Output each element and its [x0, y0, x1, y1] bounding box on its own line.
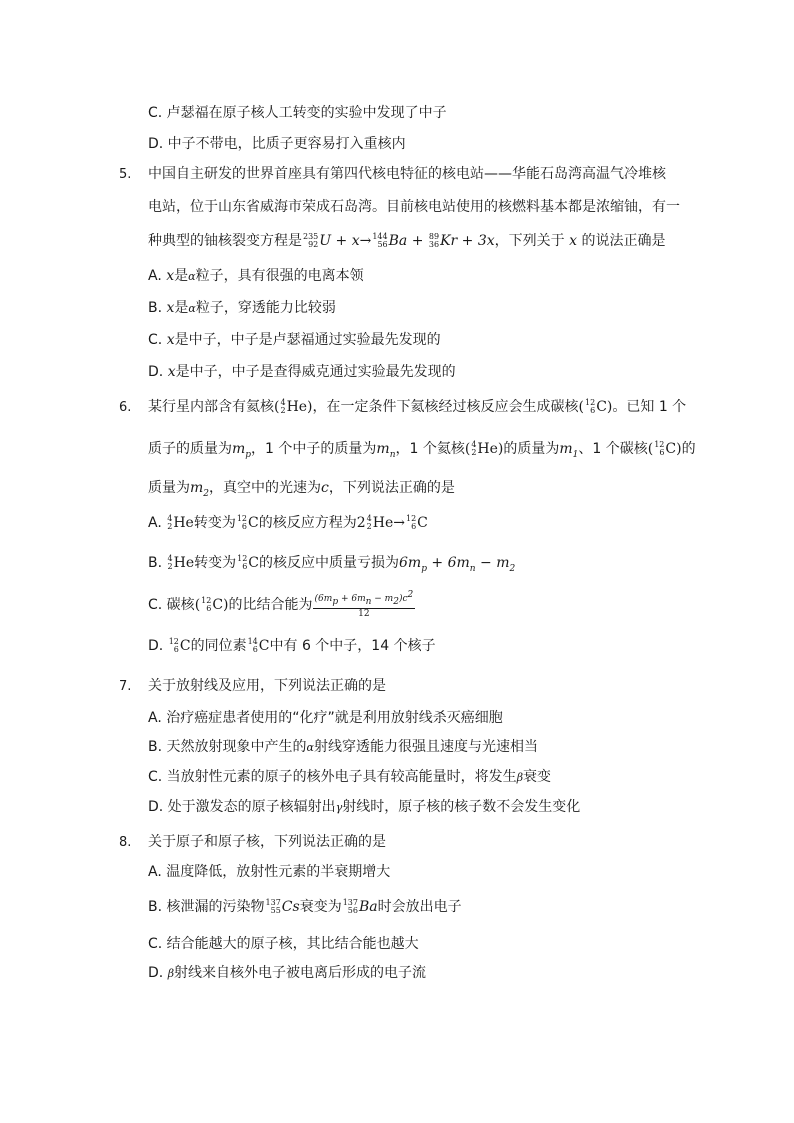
q6-stem-line1: [148, 397, 686, 417]
var-x: x: [167, 364, 176, 380]
carbon-mass: $m_2$: [190, 480, 210, 499]
var-x: x: [166, 300, 175, 316]
binding-energy-fraction: $\frac{(6m_p + 6m_n - m_2)c^2}{12}$: [314, 590, 414, 619]
option-text: 的比结合能为: [228, 596, 313, 613]
q5-stem-text2: ，下列关于: [494, 233, 565, 249]
carbon-symbol: 12 6 C: [168, 637, 191, 654]
q6-text: 的质量为: [503, 441, 560, 457]
reaction-equation: 2 4 2 He→ 12 6 C: [356, 514, 428, 531]
cesium-symbol: 137 55 Cs: [265, 898, 300, 915]
option-text: B. 天然放射现象中产生的: [148, 739, 307, 755]
q5-stem-text: 种典型的铀核裂变方程是: [148, 233, 302, 249]
helium-mass: $m_1$: [559, 441, 579, 460]
beta-symbol: β: [516, 771, 524, 784]
q5-stem-line3: [148, 231, 665, 251]
q6-text: 质量为: [148, 480, 190, 496]
q6-text: ，在一定条件下氦核经过核反应会生成碳核: [312, 399, 579, 415]
carbon-nucleus: ( 12 6 C): [578, 398, 613, 415]
option-label: C.: [148, 332, 167, 348]
alpha-symbol: α: [188, 302, 196, 315]
alpha-symbol: α: [188, 270, 196, 283]
option-text: 的核反应中质量亏损为: [259, 555, 400, 571]
carbon-symbol: 12 6 C: [236, 514, 259, 531]
q5-option-c: [148, 330, 441, 350]
helium-symbol: 4 2 He: [167, 514, 194, 531]
q8-option-c: C. 结合能越大的原子核，其比结合能也越大: [148, 936, 419, 952]
alpha-symbol: α: [306, 741, 314, 754]
fission-equation: 235 92 U + x→ 144 56 Ba + 89 36 Kr + 3x: [303, 232, 495, 249]
q6-text: 、1 个碳核: [578, 441, 648, 457]
option-text: 粒子，具有很强的电离本领: [195, 268, 364, 284]
q6-stem-line3: [148, 478, 455, 504]
q5-option-d: [148, 362, 456, 382]
q6-text: ，1 个中子的质量为: [251, 441, 377, 457]
q8-number: 8.: [119, 835, 132, 850]
option-label: C. 碳核: [148, 596, 195, 613]
carbon-nucleus: ( 12 6 C): [647, 440, 682, 457]
option-label: D.: [148, 364, 168, 380]
q7-option-d: [148, 797, 580, 818]
neutron-mass: $m_n$: [376, 441, 396, 460]
q4-option-c: C. 卢瑟福在原子核人工转变的实验中发现了中子: [148, 105, 447, 121]
mass-defect-expr: $6m_p + 6m_n - m_2$: [399, 555, 516, 574]
q6-number: 6.: [119, 400, 132, 415]
option-label: B.: [148, 300, 167, 316]
option-text: 转变为: [193, 515, 236, 531]
option-label: D.: [148, 638, 168, 654]
option-text: 是中子，中子是查得威克通过实验最先发现的: [175, 364, 456, 380]
helium-nucleus: ( 4 2 He): [274, 398, 313, 415]
q5-option-b: [148, 298, 336, 319]
option-text: C. 当放射性元素的原子的核外电子具有较高能量时，将发生: [148, 769, 517, 785]
q5-stem-line1: 中国自主研发的世界首座具有第四代核电特征的核电站——华能石岛湾高温气冷堆核: [148, 166, 666, 182]
q6-text: 。已知 1 个: [612, 399, 687, 415]
helium-symbol: 4 2 He: [167, 554, 195, 571]
option-text: 时会放出电子: [377, 899, 462, 915]
option-text: 的同位素: [190, 638, 247, 654]
q6-option-c: [148, 590, 415, 620]
option-text: 粒子，穿透能力比较弱: [195, 300, 336, 316]
carbon-nucleus: ( 12 6 C): [194, 595, 229, 613]
carbon-symbol: 12 6 C: [237, 554, 260, 571]
q8-option-b: [148, 897, 462, 917]
q6-text: 某行星内部含有氦核: [148, 399, 274, 415]
q8-option-d: [148, 963, 426, 984]
light-speed: c: [321, 480, 329, 496]
option-label: A.: [148, 515, 167, 531]
q8-option-a: A. 温度降低，放射性元素的半衰期增大: [148, 864, 391, 880]
option-text: 中有 6 个中子，14 个核子: [269, 638, 436, 654]
helium-nucleus: ( 4 2 He): [464, 440, 504, 457]
q6-text: ，下列说法正确的是: [328, 480, 455, 496]
option-text: 是中子，中子是卢瑟福通过实验最先发现的: [174, 332, 441, 348]
option-label: A.: [148, 268, 167, 284]
q7-number: 7.: [119, 679, 132, 694]
q6-option-d: [148, 636, 436, 656]
proton-mass: $m_p$: [232, 441, 252, 460]
option-text: 是: [174, 268, 189, 284]
gamma-symbol: γ: [335, 801, 343, 814]
option-text: B. 核泄漏的污染物: [148, 899, 265, 915]
barium-symbol: 137 56 Ba: [342, 898, 378, 915]
option-text: 转变为: [194, 555, 237, 571]
option-text: D. 处于激发态的原子核辐射出: [148, 799, 336, 815]
var-x: x: [569, 233, 578, 249]
q6-text: ，真空中的光速为: [209, 480, 322, 496]
var-x: x: [166, 268, 175, 284]
q5-number: 5.: [119, 167, 132, 182]
option-text: 射线来自核外电子被电离后形成的电子流: [174, 965, 427, 981]
option-label: B.: [148, 555, 167, 571]
q6-text: 的: [681, 441, 696, 457]
beta-symbol: β: [167, 967, 175, 980]
q5-stem-text3: 的说法正确是: [581, 233, 666, 249]
option-text: 射线时，原子核的核子数不会发生变化: [342, 799, 581, 815]
q7-stem: 关于放射线及应用，下列说法正确的是: [148, 678, 386, 694]
q5-option-a: [148, 266, 364, 287]
option-text: 衰变: [523, 769, 552, 785]
q6-stem-line2: [148, 439, 696, 465]
q4-option-d: D. 中子不带电，比质子更容易打入重核内: [148, 136, 406, 152]
q6-option-b: [148, 553, 515, 579]
option-text: 射线穿透能力很强且速度与光速相当: [313, 739, 538, 755]
q6-option-a: [148, 513, 428, 533]
option-text: 衰变为: [299, 899, 342, 915]
q7-option-a: A. 治疗癌症患者使用的“化疗”就是利用放射线杀灭癌细胞: [148, 710, 503, 726]
q7-option-c: [148, 767, 551, 788]
var-x: x: [166, 332, 175, 348]
q8-stem: 关于原子和原子核，下列说法正确的是: [148, 834, 386, 850]
option-label: D.: [148, 965, 168, 981]
q5-stem-line2: 电站，位于山东省威海市荣成石岛湾。目前核电站使用的核燃料基本都是浓缩铀，有一: [148, 199, 680, 215]
q6-text: ，1 个氦核: [395, 441, 465, 457]
carbon14-symbol: 14 6 C: [247, 637, 270, 654]
q7-option-b: [148, 737, 538, 758]
option-text: 是: [174, 300, 189, 316]
q6-text: 质子的质量为: [148, 441, 232, 457]
option-text: 的核反应方程为: [258, 515, 357, 531]
